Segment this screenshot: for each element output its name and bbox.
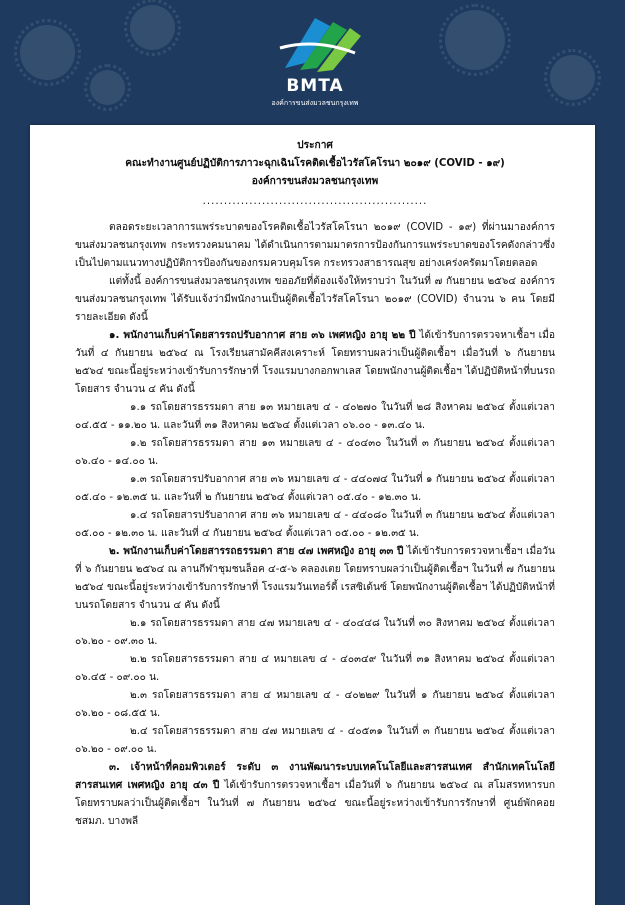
doc-subtitle: คณะทำงานศูนย์ปฏิบัติการภาวะฉุกเฉินโรคติดเชื้อไวรัสโคโรนา ๒๐๑๙ (COVID - ๑๙) xyxy=(125,158,505,169)
bmta-logo-icon xyxy=(255,8,375,78)
section-heading: ๒. พนักงานเก็บค่าโดยสารรถธรรมดา สาย ๔๗ เพศหญิง อายุ ๓๓ ปี xyxy=(109,546,404,557)
section-heading: ๓. เจ้าหน้าที่คอมพิวเตอร์ ระดับ ๓ งานพัฒนาระบบเทคโนโลยีและสารสนเทศ สำนักเทคโนโลยีสารสนเทศ เพศหญิง อายุ ๔๓ ปี xyxy=(75,762,555,791)
announcement-document xyxy=(30,125,595,905)
document-content xyxy=(75,137,555,831)
list-item: ๑.๑ รถโดยสารธรรมดา สาย ๑๓ หมายเลข ๔ - ๔๐๒๗๐ ในวันที่ ๒๘ สิงหาคม ๒๕๖๔ ตั้งแต่เวลา ๐๔.๕๕ - ๑๑.๒๐ น. และวันที่ ๓๑ สิงหาคม ๒๕๖๔ ตั้งแต่เวลา ๐๖.๐๐ - ๑๓.๔๐ น. xyxy=(75,402,555,431)
logo-subtitle: องค์การขนส่งมวลชนกรุงเทพ xyxy=(271,99,359,107)
intro-paragraph: ตลอดระยะเวลาการแพร่ระบาดของโรคติดเชื้อไวรัสโคโรนา ๒๐๑๙ (COVID - ๑๙) ที่ผ่านมาองค์การขนส่งมวลชนกรุงเทพ กระทรวงคมนาคม ได้ดำเนินการตามมาตรการป้องกันการแพร่ระบาดของโรคดังกล่าวซึ่งเป็นไปตามแนวทางปฏิบัติการป้องกันของกรมควบคุมโรค กระทรวงสาธารณสุข อย่างเคร่งครัดมาโดยตลอด xyxy=(75,222,555,269)
list-item: ๒.๓ รถโดยสารธรรมดา สาย ๔ หมายเลข ๔ - ๔๐๒๒๙ ในวันที่ ๑ กันยายน ๒๕๖๔ ตั้งแต่เวลา ๐๖.๒๐ - ๐๘.๕๕ น. xyxy=(75,690,555,719)
virus-decoration xyxy=(445,10,505,70)
doc-organization: องค์การขนส่งมวลชนกรุงเทพ xyxy=(251,176,379,187)
section-body: ได้เข้ารับการตรวจหาเชื้อฯ เมื่อวันที่ ๖ กันยายน ๒๕๖๔ ณ ลานกีฬาชุมชนล็อค ๔-๕-๖ คลองเตย โดยทราบผลว่าเป็นผู้ติดเชื้อฯ ในวันที่ ๗ กันยายน ๒๕๖๔ ขณะนี้อยู่ระหว่างเข้ารับการรักษาที่ โรงแรมวันเทอร์ดี้ เรสซิเด้นซ์ โดยพนักงานผู้ติดเชื้อฯ ได้ปฏิบัติหน้าที่บนรถโดยสาร จำนวน ๔ คัน ดังนี้ xyxy=(75,546,555,611)
doc-title: ประกาศ xyxy=(297,140,333,151)
section-body: ได้เข้ารับการตรวจหาเชื้อฯ เมื่อวันที่ ๖ กันยายน ๒๕๖๔ ณ สโมสรทหารบก โดยทราบผลว่าเป็นผู้ติดเชื้อฯ ในวันที่ ๗ กันยายน ๒๕๖๔ ขณะนี้อยู่ระหว่างเข้ารับการรักษาที่ ศูนย์พักคอย ชสมภ. บางพลี xyxy=(75,780,555,827)
virus-decoration xyxy=(550,55,595,100)
list-item: ๒.๔ รถโดยสารธรรมดา สาย ๔๗ หมายเลข ๔ - ๔๐๕๓๑ ในวันที่ ๓ กันยายน ๒๕๖๔ ตั้งแต่เวลา ๐๖.๒๐ - ๐๙.๐๐ น. xyxy=(75,726,555,755)
section-body: ได้เข้ารับการตรวจหาเชื้อฯ เมื่อวันที่ ๔ กันยายน ๒๕๖๔ ณ โรงเรียนสามัคคีสงเคราะห์ โดยทราบผลว่าเป็นผู้ติดเชื้อฯ เมื่อวันที่ ๖ กันยายน ๒๕๖๔ ขณะนี้อยู่ระหว่างเข้ารับการรักษาที่ โรงแรมบางกอกพาเลส โดยพนักงานผู้ติดเชื้อฯ ได้ปฏิบัติหน้าที่บนรถโดยสาร จำนวน ๔ คัน ดังนี้ xyxy=(75,330,555,395)
list-item: ๑.๒ รถโดยสารธรรมดา สาย ๑๓ หมายเลข ๔ - ๔๐๔๓๐ ในวันที่ ๓ กันยายน ๒๕๖๔ ตั้งแต่เวลา ๐๖.๔๐ - ๑๔.๐๐ น. xyxy=(75,438,555,467)
section-1 xyxy=(75,327,555,399)
section-3 xyxy=(75,759,555,831)
list-item: ๑.๓ รถโดยสารปรับอากาศ สาย ๓๖ หมายเลข ๔ - ๔๔๐๗๔ ในวันที่ ๑ กันยายน ๒๕๖๔ ตั้งแต่เวลา ๐๕.๔๐ - ๑๒.๓๕ น. และวันที่ ๒ กันยายน ๒๕๖๔ ตั้งแต่เวลา ๐๕.๔๐ - ๑๒.๓๐ น. xyxy=(75,474,555,503)
list-item: ๒.๒ รถโดยสารธรรมดา สาย ๔ หมายเลข ๔ - ๔๐๓๔๙ ในวันที่ ๓๑ สิงหาคม ๒๕๖๔ ตั้งแต่เวลา ๐๖.๔๕ - ๐๙.๐๐ น. xyxy=(75,654,555,683)
list-item: ๑.๔ รถโดยสารปรับอากาศ สาย ๓๖ หมายเลข ๔ - ๔๔๐๘๐ ในวันที่ ๓ กันยายน ๒๕๖๔ ตั้งแต่เวลา ๐๕.๐๐ - ๑๒.๓๐ น. และวันที่ ๔ กันยายน ๒๕๖๔ ตั้งแต่เวลา ๐๕.๐๐ - ๑๒.๓๕ น. xyxy=(75,510,555,539)
logo-text: BMTA xyxy=(286,76,344,96)
virus-decoration xyxy=(20,25,75,80)
intro-paragraph: แต่ทั้งนี้ องค์การขนส่งมวลชนกรุงเทพ ขออภัยที่ต้องแจ้งให้ทราบว่า ในวันที่ ๗ กันยายน ๒๕๖๔ องค์การขนส่งมวลชนกรุงเทพ ได้รับแจ้งว่ามีพนักงานเป็นผู้ติดเชื้อไวรัสโคโรนา ๒๐๑๙ (COVID) จำนวน ๖ คน โดยมีรายละเอียด ดังนี้ xyxy=(75,276,555,323)
bmta-logo xyxy=(255,8,375,118)
virus-decoration xyxy=(130,5,175,50)
list-item: ๒.๑ รถโดยสารธรรมดา สาย ๔๗ หมายเลข ๔ - ๔๐๔๔๘ ในวันที่ ๓๐ สิงหาคม ๒๕๖๔ ตั้งแต่เวลา ๐๖.๒๐ - ๐๙.๓๐ น. xyxy=(75,618,555,647)
divider-dots: ..................................................... xyxy=(202,196,428,207)
section-heading: ๑. พนักงานเก็บค่าโดยสารรถปรับอากาศ สาย ๓๖ เพศหญิง อายุ ๒๒ ปี xyxy=(109,330,416,341)
virus-decoration xyxy=(90,70,125,105)
section-2 xyxy=(75,543,555,615)
